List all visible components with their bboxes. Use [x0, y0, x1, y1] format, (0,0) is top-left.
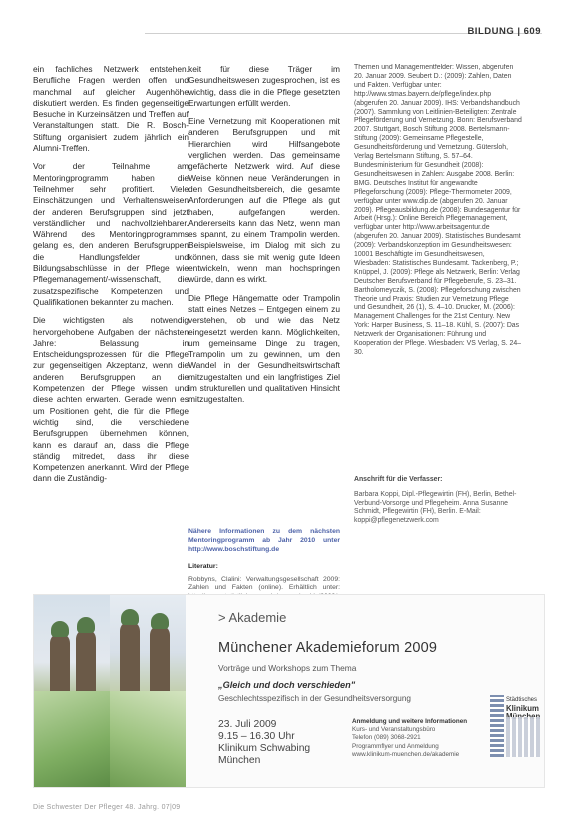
- article-column-1: [33, 64, 189, 492]
- ad-title: Münchener Akademieforum 2009: [218, 640, 438, 656]
- logo-line: Städtisches: [506, 697, 538, 703]
- registration-link[interactable]: www.klinikum-muenchen.de/akademie: [352, 750, 460, 758]
- registration-line: Kurs- und Veranstaltungsbüro: [352, 726, 436, 734]
- paragraph: Eine Vernetzung mit Kooperationen mit anderen Berufsgruppen und mit Hierarchien wird Hilfsangebote verglichen werden. Das gemeinsame gefächerte Netzwerk wird. Auf diese Weise können neue Veränderungen in den Gesundheitsbereich, die gesamte Anforderungen auf die Pflege als gut haben, aufgefangen werden. Andererseits kann das Netz, wenn man es spannt, zu einem Trampolin werden. Beispielsweise, im Dialog mit sich zu können, dass sie mit wenig gute Ideen entwickeln, wenn man hochspringen würde, dann es wirkt.: [188, 116, 340, 285]
- munich-photo-collage: [34, 595, 186, 787]
- ad-quote: „Gleich und doch verschieden": [218, 680, 356, 690]
- event-city-line: München: [218, 755, 261, 766]
- registration-info: [352, 718, 482, 759]
- ad-description: Geschlechtsspezifisch in der Gesundheitsversorgung: [218, 694, 411, 703]
- logo-grid-icon: [506, 717, 540, 757]
- registration-title: Anmeldung und weitere Informationen: [352, 718, 468, 725]
- registration-line: Telefon (089) 3068-2921: [352, 734, 421, 742]
- author-address-heading: Anschrift für die Verfasser:: [354, 476, 443, 483]
- paragraph: Vor der Teilnahme am Mentoringprogramm haben die Teilnehmer sehr profitiert. Viele Einschätzungen und Verhaltensweisen der anderen Berufsgruppen sind jetzt verständlicher und nachvollziehbarer. Während des Mentoringprogramms gelang es, den anderen Berufsgruppen die Handlungsfelder und Bildungsabschlüsse in der Pflege wie Pflegemanagement/-wissenschaft, die zusatzspezifische Kompetenzen und Qualifikationen bekannter zu machen.: [33, 161, 189, 307]
- literature-text: Robbyns, Clalini: Verwaltungsgesellschaft 2009: Zahlen und Fakten (online). Erhältlich unter:: [188, 575, 340, 592]
- event-date-line: 23. Juli 2009: [218, 719, 277, 730]
- registration-line: Programmflyer und Anmeldung: [352, 742, 439, 750]
- references-list: Themen und Managementfelder: Wissen, abgerufen 20. Januar 2009. Seubert D.: (2009): Zahlen, Daten und Fakten. Verfügbar unter: http://www.stmas.bayern.de/pflege/index.php (abgerufen 20. Januar 2009). IHS: Verbandshandbuch (2007). Sammlung von Leitlinien-Beteiligten: Zentrale Pflegeförderung und Vernetzung. Bonn: Berufsverband 2007. Stuttgart, Bosch Stiftung 2008. Bertelsmann-Stiftung (2009): Gemeinsame Pflegestelle, Gesundheitsförderung und Vernetzung. Gütersloh, Verlag Bertelsmann Stiftung, S. 57–64. Bundesministerium für Gesundheit (2008): Gesundheitswesen in Zahlen: Ausgabe 2008. Berlin: BMG. Deutsches Institut für angewandte Pflegeforschung (2009): Pflege-Thermometer 2009, verfügbar unter www.dip.de (abgerufen 20. Januar 2009). Pflegeausbildung.de (2008): Bundesagentur für Arbeit (Hrsg.): Online Bereich Pflegemanagement, verfügbar unter http://www.arbeitsagentur.de (abgerufen 20. Januar 2009). Statistisches Bundesamt (2009): Verbandskonzeption im Gesundheitswesen: 10001 Beschäftigte im Gesundheitswesen, Wiesbaden: Statistisches Bundesamt. Tackenberg, P.; Knüppel, J. (2009): Pflege als Netzwerk, Berlin: Verlag Deutscher Berufsverband für Pflegeberufe, S. 23–31. Bartholomeyczik, S. (2008): Pflegeforschung zwischen Theorie und Praxis: Studien zur Vernetzung Pflege und Gesundheit, 26 (1), S. 4–10. Drucker, M. (2006): Management Challenges for the 21st Century. New York: Harper Business, S. 11–18. Kühl, S. (2007): Das Netzwerk der Organisationen: Führung und Kooperation der Pflege. Wiesbaden: VS Verlag, S. 24–30.: [354, 64, 522, 356]
- paragraph: keit für diese Träger im Gesundheitswesen zugesprochen, ist es wichtig, dass die in die Pflege gesetzten Erwartungen erfüllt werden.: [188, 64, 340, 108]
- event-time-line: 9.15 – 16.30 Uhr: [218, 731, 295, 742]
- article-column-2: [188, 64, 340, 602]
- literature-heading: Literatur:: [188, 563, 218, 571]
- ad-subtitle: Vorträge und Workshops zum Thema: [218, 663, 357, 673]
- paragraph: ein fachliches Netzwerk entstehen. Berufliche Fragen werden offen und manchmal auf gleicher Augenhöhe diskutiert werden. Es finden gegenseitige Besuche in Kurzeinsätzen und Treffen auf Veranstaltungen statt. Die R. Bosch-Stiftung organisiert zudem jährlich ein Alumni-Treffen.: [33, 64, 189, 154]
- references-column: [354, 64, 522, 525]
- event-venue-line: Klinikum Schwabing: [218, 743, 311, 754]
- ad-content: [186, 595, 544, 787]
- klinikum-logo: [490, 695, 542, 761]
- author-address: Barbara Koppi, Dipl.-Pflegewirtin (FH), Berlin, Bethel-Verbund-Vorsorge und Pflegeheim. Anna Susanne Schmidt, Pflegewirtin (FH), Berlin. E-Mail: koppi@pflegenetzwerk.com: [354, 490, 517, 524]
- paragraph: Die wichtigsten als notwendig hervorgehobene Aufgaben der nächsten Jahre: Belassung in Entscheidungsprozessen für die Pflege zur gegenseitigen Akzeptanz, wenn die anderen Berufsgruppen an die Kompetenzen der Pflege wissen und diese achten erwarten. Gerade wenn es um Positionen geht, die für die Pflege wichtig sind, die verschiedene Berufsgruppen übernehmen können, kann es darauf an, dass die Pflege ständig mitredet, dass ihr diese Kompetenzen anerkannt. Wird der Pflege dann die Zuständig-: [33, 315, 189, 484]
- logo-mark-icon: [490, 695, 504, 757]
- advertisement[interactable]: [33, 594, 545, 788]
- ad-kicker: > Akademie: [218, 610, 287, 625]
- paragraph: Die Pflege Hängematte oder Trampolin statt eines Netzes – Entgegen einem zu verstehen, ob und wie das Netz eingesetzt werden kann. Möglichkeiten, um gemeinsame Dinge zu tragen, Trampolin um zu gewinnen, um den Wandel in der Gesundheitswirtschaft mitzugestalten und ein langfristiges Ziel im strukturellen und qualitativen Hinsicht mitzugestalten.: [188, 292, 340, 405]
- column-2-body: [188, 64, 340, 518]
- event-date: [218, 719, 310, 767]
- page-header: BILDUNG | 609: [467, 26, 541, 37]
- page-footer: Die Schwester Der Pfleger 48. Jahrg. 07|09: [33, 804, 181, 811]
- info-note-link[interactable]: Nähere Informationen zu dem nächsten Mentoringprogramm ab Jahr 2010 unter http://www.boschstiftung.de: [188, 528, 340, 553]
- logo-line: Klinikum: [506, 703, 539, 713]
